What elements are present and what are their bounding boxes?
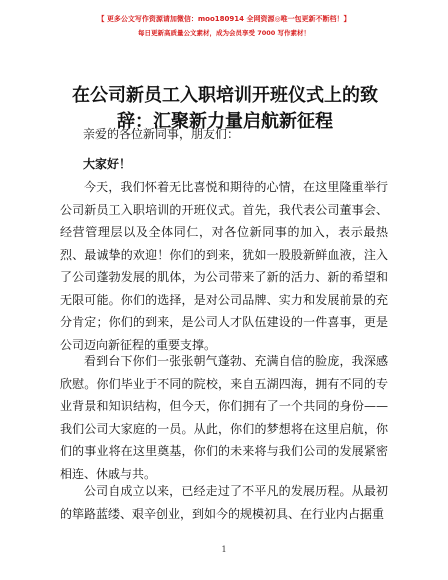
document-title: 在公司新员工入职培训开班仪式上的致辞：汇聚新力量启航新征程 <box>72 85 378 132</box>
body-paragraph-1: 今天，我们怀着无比喜悦和期待的心情，在这里隆重举行公司新员工入职培训的开班仪式。首先，我代表公司董事会、经营管理层以及全体同仁，对各位新同事的加入，表示最热烈、最诚挚的欢迎！你们的到来，犹如一股股新鲜血液，注入了公司蓬勃发展的肌体，为公司带来了新的活力、新的希望和无限可能。你们的选择，是对公司品牌、实力和发展前景的充分肯定；你们的到来，是公司人才队伍建设的一件喜事，更是公司迈向新征程的重要支撑。 <box>60 180 388 352</box>
salutation: 大家好！ <box>83 157 132 171</box>
greeting: 亲爱的各位新同事，朋友们： <box>83 127 240 141</box>
promo-banner-line-1: 【 更多公文写作资源请加微信：moo180914 全网资源◎唯一包更新不断档！】 <box>97 15 351 23</box>
body-paragraph-3: 公司自成立以来，已经走过了不平凡的发展历程。从最初的筚路蓝缕、艰辛创业，到如今的规模初具、在行业内占据重 <box>60 484 388 521</box>
body-paragraph-2: 看到台下你们一张张朝气蓬勃、充满自信的脸庞，我深感欣慰。你们毕业于不同的院校，来自五湖四海，拥有不同的专业背景和知识结构，但今天，你们拥有了一个共同的身份——我们公司大家庭的一员。从此，你们的梦想将在这里启航，你们的事业将在这里奠基，你们的未来将与我们公司的发展紧密相连、休戚与共。 <box>60 354 388 481</box>
promo-banner-line-2: 每日更新高质量公文素材，成为会员享受 7000 写作素材！ <box>137 29 311 37</box>
page-number: 1 <box>221 545 227 554</box>
promo-banner <box>0 13 448 40</box>
